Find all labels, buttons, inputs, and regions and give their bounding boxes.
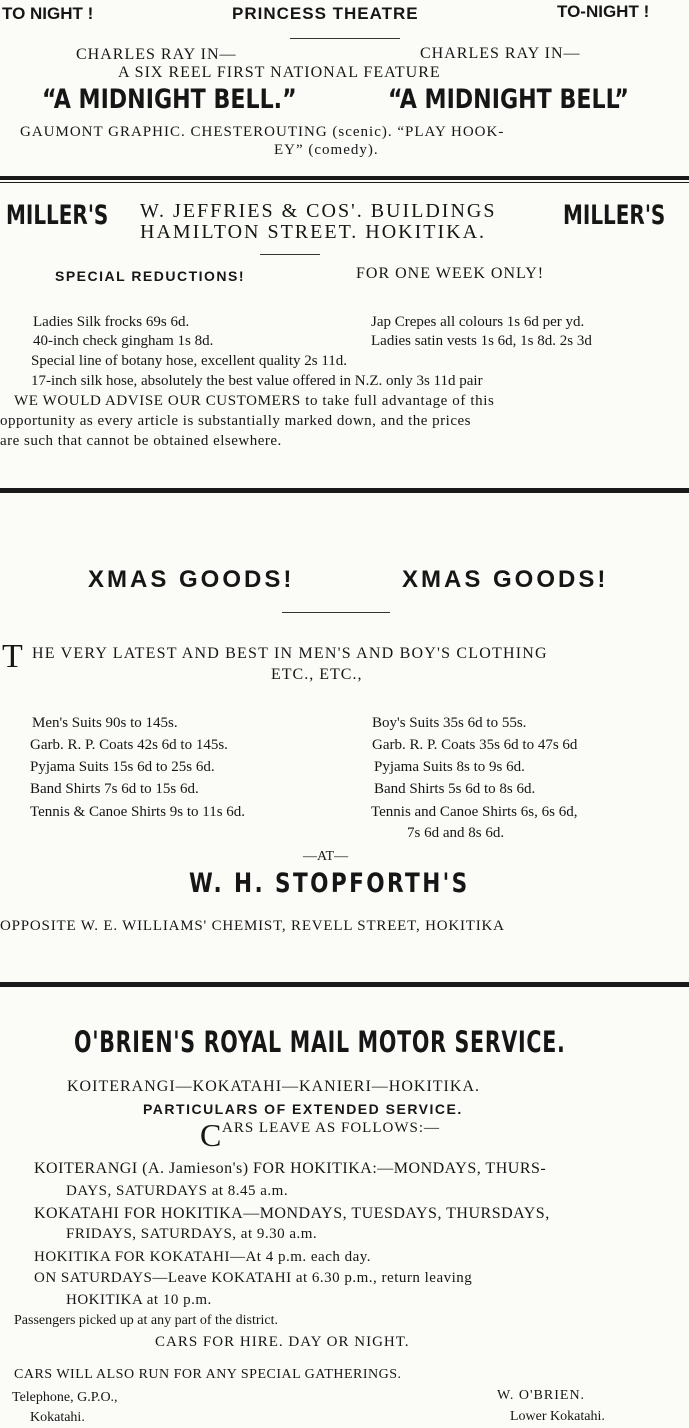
- charles-left: CHARLES RAY IN—: [76, 46, 237, 63]
- intro-line-2: ETC., ETC.,: [271, 666, 363, 683]
- gatherings-line: CARS WILL ALSO RUN FOR ANY SPECIAL GATHERINGS.: [14, 1367, 402, 1382]
- schedule-line: HOKITIKA FOR KOKATAHI—At 4 p.m. each day.: [34, 1249, 372, 1265]
- item-silk-frocks: Ladies Silk frocks 69s 6d.: [33, 314, 190, 330]
- millers-name-right: MILLER'S: [563, 200, 666, 231]
- item-jap-crepes: Jap Crepes all colours 1s 6d per yd.: [371, 314, 585, 330]
- tonight-right: TO-NIGHT !: [557, 2, 650, 21]
- men-item: Men's Suits 90s to 145s.: [32, 715, 178, 731]
- schedule-line: KOITERANGI (A. Jamieson's) FOR HOKITIKA:—MONDAYS, THURS-: [34, 1160, 547, 1177]
- item-gingham: 40-inch check gingham 1s 8d.: [33, 333, 214, 349]
- title-left: “A MIDNIGHT BELL.”: [42, 84, 297, 115]
- divider-rule: [0, 176, 689, 180]
- opposite-line: OPPOSITE W. E. WILLIAMS' CHEMIST, REVELL STREET, HOKITIKA: [0, 918, 505, 934]
- boys-item: Tennis and Canoe Shirts 6s, 6s 6d,: [371, 804, 578, 820]
- boys-item: Boy's Suits 35s 6d to 55s.: [372, 715, 527, 731]
- ornament-dash: [282, 612, 390, 613]
- divider-rule-thin: [0, 182, 689, 183]
- men-item: Tennis & Canoe Shirts 9s to 11s 6d.: [30, 804, 246, 820]
- millers-address-1: W. JEFFRIES & COS'. BUILDINGS: [140, 200, 497, 222]
- ornament-dash: [260, 254, 320, 255]
- intro-initial: T: [2, 638, 23, 675]
- item-satin-vests: Ladies satin vests 1s 6d, 1s 8d. 2s 3d: [371, 333, 592, 349]
- men-item: Band Shirts 7s 6d to 15s 6d.: [30, 781, 199, 797]
- ornament-dash: [290, 38, 400, 39]
- at-line: —AT—: [303, 849, 349, 864]
- item-silk-hose: 17-inch silk hose, absolutely the best value offered in N.Z. only 3s 11d pair: [31, 373, 483, 389]
- millers-name-left: MILLER'S: [6, 200, 109, 231]
- store-name: W. H. STOPFORTH'S: [189, 868, 470, 899]
- schedule-line: DAYS, SATURDAYS at 8.45 a.m.: [66, 1183, 289, 1199]
- boys-item-cont: 7s 6d and 8s 6d.: [407, 825, 505, 841]
- signature-name: W. O'BRIEN.: [497, 1388, 586, 1403]
- boys-item: Garb. R. P. Coats 35s 6d to 47s 6d: [372, 737, 578, 753]
- advise-line-3: are such that cannot be obtained elsewhere.: [0, 433, 282, 449]
- boys-item: Band Shirts 5s 6d to 8s 6d.: [374, 781, 536, 797]
- charles-right: CHARLES RAY IN—: [420, 45, 581, 62]
- passengers-line: Passengers picked up at any part of the district.: [14, 1313, 278, 1328]
- men-item: Pyjama Suits 15s 6d to 25s 6d.: [30, 759, 215, 775]
- schedule-line: HOKITIKA at 10 p.m.: [66, 1292, 212, 1308]
- one-week-only: FOR ONE WEEK ONLY!: [356, 265, 545, 282]
- particulars-line: PARTICULARS OF EXTENDED SERVICE.: [143, 1101, 463, 1117]
- signature-place: Lower Kokatahi.: [510, 1409, 605, 1424]
- boys-item: Pyjama Suits 8s to 9s 6d.: [374, 759, 525, 775]
- schedule-line: ON SATURDAYS—Leave KOKATAHI at 6.30 p.m., return leaving: [34, 1270, 473, 1286]
- schedule-line: KOKATAHI FOR HOKITIKA—MONDAYS, TUESDAYS, THURSDAYS,: [34, 1205, 550, 1222]
- route-line: KOITERANGI—KOKATAHI—KANIERI—HOKITIKA.: [67, 1078, 480, 1095]
- xmas-head-right: XMAS GOODS!: [402, 566, 609, 593]
- hire-line: CARS FOR HIRE. DAY OR NIGHT.: [155, 1334, 410, 1350]
- men-item: Garb. R. P. Coats 42s 6d to 145s.: [30, 737, 228, 753]
- divider-rule: [0, 982, 689, 987]
- advise-line-2: opportunity as every article is substantially marked down, and the prices: [0, 413, 471, 429]
- millers-address-2: HAMILTON STREET. HOKITIKA.: [140, 221, 487, 243]
- telephone-line: Telephone, G.P.O.,: [12, 1390, 118, 1405]
- special-reductions: SPECIAL REDUCTIONS!: [55, 268, 246, 284]
- advise-line-1: WE WOULD ADVISE OUR CUSTOMERS to take full advantage of this: [14, 393, 495, 409]
- title-right: “A MIDNIGHT BELL”: [388, 84, 629, 115]
- schedule-line: FRIDAYS, SATURDAYS, at 9.30 a.m.: [66, 1226, 318, 1242]
- tonight-left: TO NIGHT !: [2, 4, 94, 23]
- obrien-title: O'BRIEN'S ROYAL MAIL MOTOR SERVICE.: [74, 1025, 566, 1059]
- theatre-name: PRINCESS THEATRE: [232, 4, 419, 23]
- gaumont-line-2: EY” (comedy).: [274, 142, 379, 158]
- intro-line-1: HE VERY LATEST AND BEST IN MEN'S AND BOY'S CLOTHING: [32, 645, 548, 662]
- kokatahi-line: Kokatahi.: [30, 1410, 85, 1425]
- cars-initial: C: [200, 1117, 222, 1153]
- xmas-head-left: XMAS GOODS!: [88, 566, 295, 593]
- cars-leave: ARS LEAVE AS FOLLOWS:—: [222, 1120, 440, 1136]
- divider-rule: [0, 488, 689, 493]
- feature-line: A SIX REEL FIRST NATIONAL FEATURE: [118, 64, 441, 81]
- gaumont-line-1: GAUMONT GRAPHIC. CHESTEROUTING (scenic). “PLAY HOOK-: [20, 124, 505, 140]
- item-botany-hose: Special line of botany hose, excellent quality 2s 11d.: [31, 353, 348, 369]
